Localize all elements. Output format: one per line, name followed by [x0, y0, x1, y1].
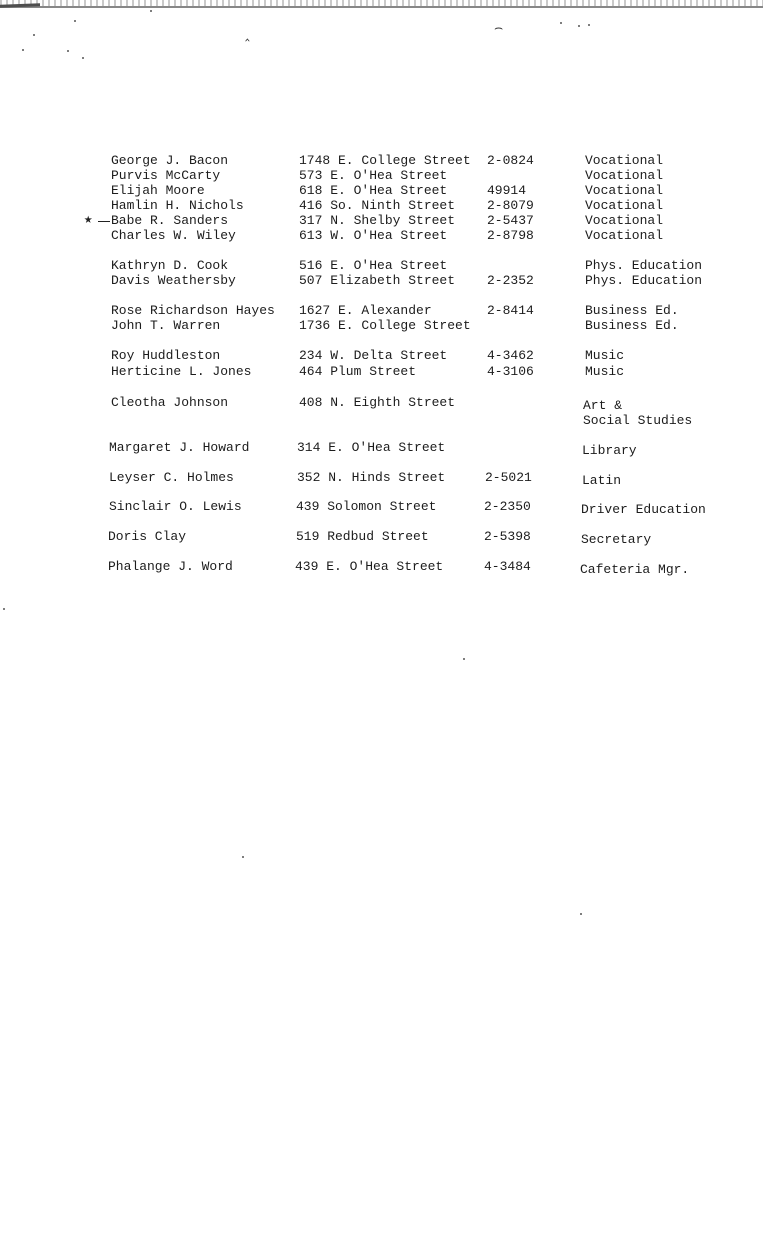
staff-address: 1736 E. College Street [299, 318, 471, 333]
scan-speck [560, 22, 562, 24]
staff-phone: 2-2350 [484, 499, 531, 514]
staff-department-line2: Social Studies [583, 413, 693, 428]
staff-department: Latin [582, 473, 622, 488]
table-row [0, 303, 763, 319]
staff-name: Davis Weathersby [111, 273, 236, 288]
staff-name: Doris Clay [108, 529, 187, 544]
staff-address: 516 E. O'Hea Street [299, 258, 448, 273]
staff-address: 408 N. Eighth Street [299, 395, 456, 410]
scan-speck [74, 20, 76, 22]
staff-name: Hamlin H. Nichols [111, 198, 244, 213]
table-row [0, 559, 763, 575]
staff-address: 416 So. Ninth Street [299, 198, 456, 213]
star-annotation-icon: ★ [84, 212, 93, 228]
staff-department: Vocational [585, 228, 664, 243]
stray-arc-mark: ⌢ [494, 21, 504, 37]
staff-address: 352 N. Hinds Street [297, 470, 446, 485]
staff-name: Rose Richardson Hayes [111, 303, 275, 318]
staff-name: Kathryn D. Cook [111, 258, 229, 273]
staff-name: Cleotha Johnson [111, 395, 229, 410]
staff-phone: 4-3484 [484, 559, 531, 574]
staff-name: Purvis McCarty [111, 168, 221, 183]
table-row [0, 318, 763, 334]
staff-department: Music [585, 348, 625, 363]
page-top-edge [0, 0, 763, 8]
scan-speck [150, 10, 152, 12]
table-row [0, 153, 763, 169]
scan-speck [463, 658, 465, 660]
staff-phone: 49914 [487, 183, 527, 198]
table-row [0, 364, 763, 380]
staff-address: 613 W. O'Hea Street [299, 228, 448, 243]
staff-department: Vocational [585, 213, 664, 228]
scan-speck [82, 57, 84, 59]
staff-department: Secretary [581, 532, 652, 547]
table-row [0, 348, 763, 364]
staff-address: 464 Plum Street [299, 364, 417, 379]
table-row [0, 198, 763, 214]
table-row [0, 529, 763, 545]
table-row [0, 258, 763, 274]
scan-speck [580, 913, 582, 915]
staff-phone: 2-8798 [487, 228, 534, 243]
staff-phone: 2-5398 [484, 529, 531, 544]
staff-department: Phys. Education [585, 258, 703, 273]
staff-phone: 4-3462 [487, 348, 534, 363]
table-row [0, 440, 763, 456]
staff-name: John T. Warren [111, 318, 221, 333]
scan-speck [242, 856, 244, 858]
staff-department: Phys. Education [585, 273, 703, 288]
staff-department: Business Ed. [585, 303, 679, 318]
staff-department: Vocational [585, 168, 664, 183]
staff-phone: 2-8079 [487, 198, 534, 213]
staff-name: Charles W. Wiley [111, 228, 236, 243]
staff-department: Business Ed. [585, 318, 679, 333]
staff-name: Herticine L. Jones [111, 364, 252, 379]
staff-phone: 4-3106 [487, 364, 534, 379]
scan-speck [67, 50, 69, 52]
table-row [0, 228, 763, 244]
staff-address: 1627 E. Alexander [299, 303, 432, 318]
staff-department: Art & [583, 398, 623, 413]
table-row [0, 183, 763, 199]
staff-name: Sinclair O. Lewis [109, 499, 242, 514]
staff-address: 317 N. Shelby Street [299, 213, 456, 228]
table-row [0, 470, 763, 486]
staff-address: 234 W. Delta Street [299, 348, 448, 363]
scan-speck [588, 24, 590, 26]
staff-department: Music [585, 364, 625, 379]
staff-name: George J. Bacon [111, 153, 229, 168]
table-row-marked [0, 213, 763, 229]
staff-address: 439 E. O'Hea Street [295, 559, 444, 574]
staff-address: 507 Elizabeth Street [299, 273, 456, 288]
table-row-continuation [0, 413, 763, 429]
staff-department: Driver Education [581, 502, 706, 517]
table-row [0, 499, 763, 515]
table-row [0, 273, 763, 289]
staff-phone: 2-5021 [485, 470, 532, 485]
stray-caret-mark: ‸ [245, 27, 250, 43]
staff-name: Roy Huddleston [111, 348, 221, 363]
staff-department: Library [582, 443, 637, 458]
staff-phone: 2-2352 [487, 273, 534, 288]
staff-name: Leyser C. Holmes [109, 470, 234, 485]
table-row [0, 395, 763, 411]
scan-speck [578, 25, 580, 27]
staff-department: Cafeteria Mgr. [580, 562, 690, 577]
staff-name: Margaret J. Howard [109, 440, 250, 455]
staff-phone: 2-0824 [487, 153, 534, 168]
scan-speck [33, 34, 35, 36]
staff-name: Phalange J. Word [108, 559, 233, 574]
staff-address: 573 E. O'Hea Street [299, 168, 448, 183]
staff-address: 1748 E. College Street [299, 153, 471, 168]
staff-department: Vocational [585, 198, 664, 213]
staff-name: Babe R. Sanders [111, 213, 229, 228]
staff-department: Vocational [585, 183, 664, 198]
staff-address: 314 E. O'Hea Street [297, 440, 446, 455]
table-row [0, 168, 763, 184]
staff-phone: 2-5437 [487, 213, 534, 228]
scan-speck [22, 49, 24, 51]
staff-address: 618 E. O'Hea Street [299, 183, 448, 198]
staff-name: Elijah Moore [111, 183, 205, 198]
staff-department: Vocational [585, 153, 664, 168]
staff-phone: 2-8414 [487, 303, 534, 318]
staff-address: 439 Solomon Street [296, 499, 437, 514]
staff-address: 519 Redbud Street [296, 529, 429, 544]
scan-speck [3, 608, 5, 610]
